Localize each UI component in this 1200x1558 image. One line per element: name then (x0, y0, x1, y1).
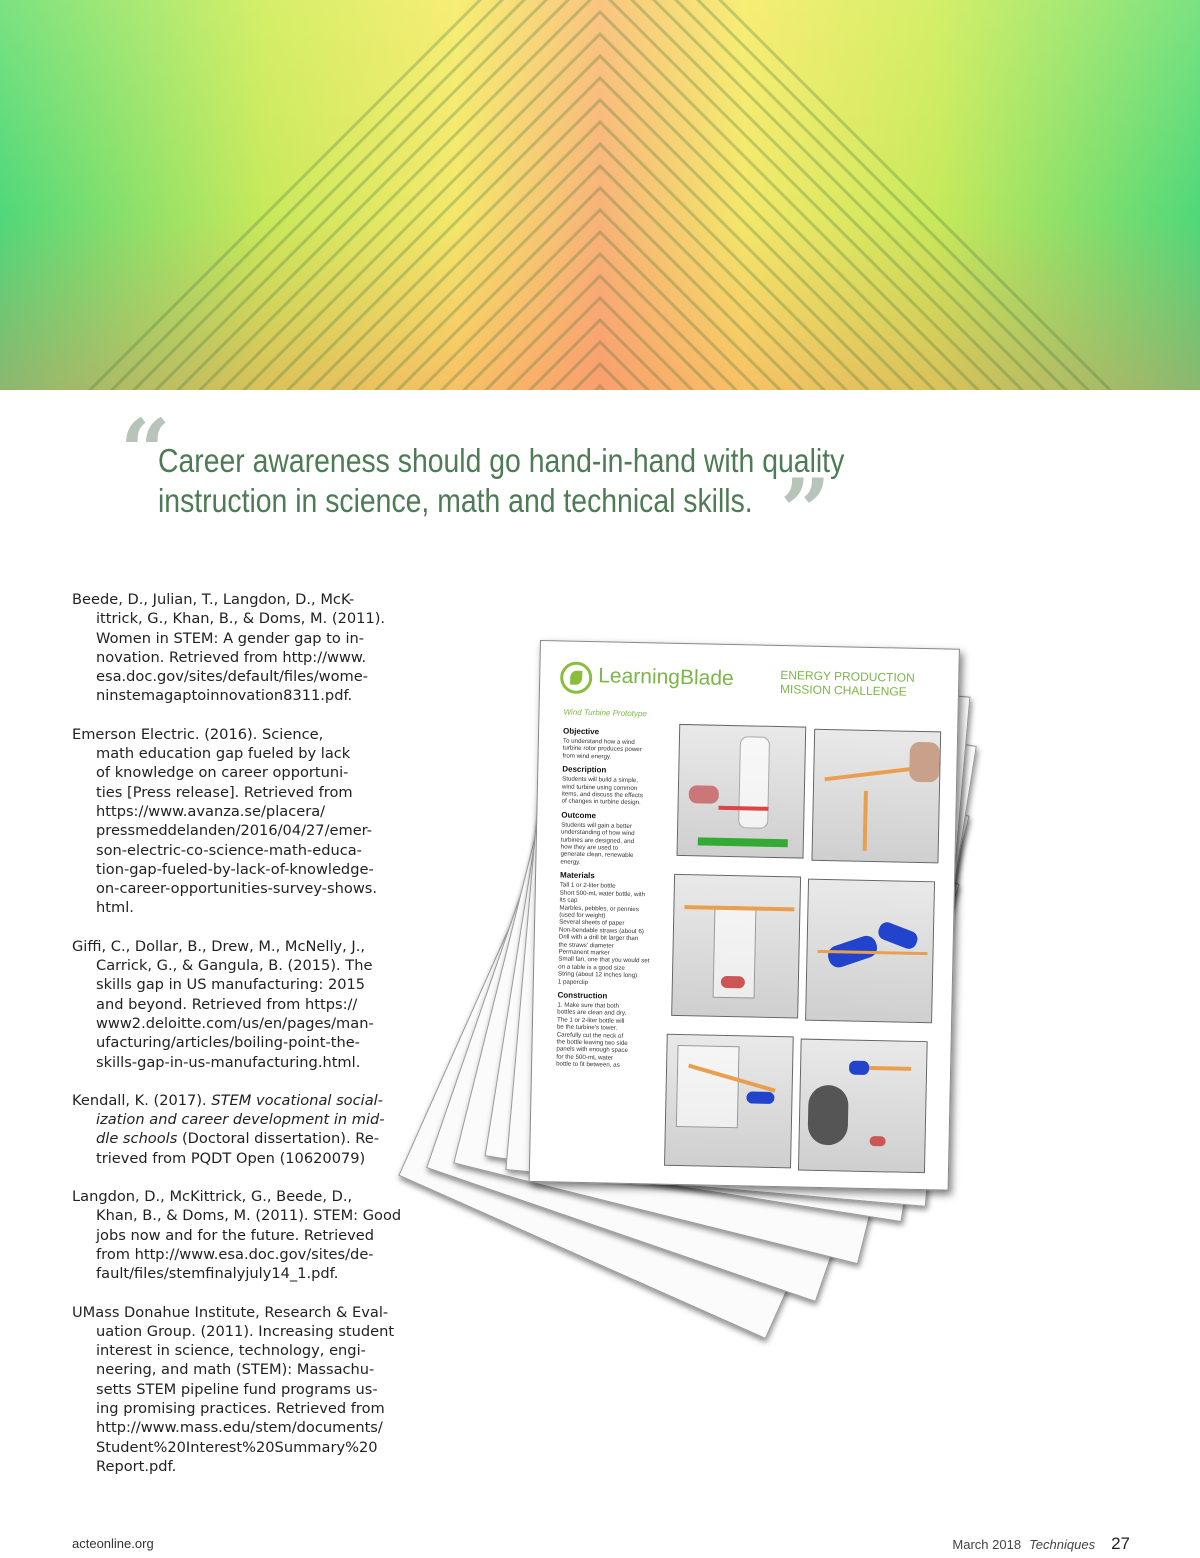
worksheet-front-page (529, 640, 960, 1191)
outcome-heading: Outcome (561, 810, 597, 821)
objective-heading: Objective (563, 726, 600, 737)
photo-bottle-tower (671, 874, 801, 1019)
materials-text: Tall 1 or 2-liter bottle Short 500-mL water bottle, with its cap Marbles, pebbles, or pennies (used for weight) Several sheets of paper Non-bendable straws (about 6) Drill with a drill bit larger than the straws' diameter Permanent marker Small fan, one that you would set on a table is a good size String (about 12 inches long) 1 paperclip (557, 881, 650, 986)
materials-heading: Materials (559, 870, 595, 881)
reference-text: UMass Donahue Institute, Research & Eval- uation Group. (2011). Increasing student interest in science, technology, engi- neering, and math (STEM): Massachu- setts STEM pipeline fund programs us- ing promising practices. Retrieved from http://www.mass.edu/stem/documents/ Student%20Interest%20Summary%20 Report.pdf. (72, 1303, 395, 1475)
reference-text: Langdon, D., McKittrick, G., Beede, D., Khan, B., & Doms, M. (2011). STEM: Good jobs now and for the future. Retrieved from http://www.esa.doc.gov/sites/de- fault/files/stemfinalyjuly14_1.pdf. (72, 1188, 402, 1283)
pull-quote (120, 399, 980, 563)
reference-item (72, 1187, 417, 1283)
banner-stripe (0, 0, 1200, 390)
banner-stripe (0, 0, 1200, 390)
objective-text: To understand how a wind turbine rotor produces power from wind energy. (562, 737, 642, 761)
photo-turbine-assembly (664, 1034, 794, 1169)
reference-title-italic: STEM vocational social- ization and career development in mid- dle schools (96, 1091, 385, 1148)
construction-text: 1. Make sure that both bottles are clean and dry. The 1 or 2-liter bottle will be the turbine's tower. Carefully cut the neck of the bottle leaving two side panels with enough space for the 500-mL water bottle to fit between, as (556, 1001, 629, 1069)
banner-stripe (0, 188, 1200, 390)
reference-item (72, 1091, 417, 1168)
leaf-icon (560, 661, 593, 694)
pull-quote-line-2: instruction in science, math and technical skills. (158, 482, 753, 519)
description-text: Students will build a simple, wind turbine using common items, and discuss the effects of changes in turbine design. (561, 775, 643, 807)
footer-issue-info (952, 1534, 1130, 1554)
worksheet-text-column (556, 722, 675, 1071)
worksheet-subtitle: Wind Turbine Prototype (563, 707, 647, 719)
worksheet-fan-image (500, 620, 1200, 1320)
banner-stripe (0, 12, 1200, 390)
banner-stripe (0, 144, 1200, 390)
photo-straw-assembly (811, 729, 941, 864)
learningblade-logo (560, 659, 751, 703)
pull-quote-text (158, 441, 846, 521)
logo-text: LearningBlade (598, 664, 734, 691)
header-banner-image (0, 0, 1200, 390)
close-quote-mark: ” (780, 459, 831, 563)
open-quote-mark: “ (120, 399, 171, 503)
footer-magazine-name: Techniques (1029, 1537, 1096, 1552)
mission-line-2: MISSION CHALLENGE (779, 682, 907, 699)
pull-quote-line-1: Career awareness should go hand-in-hand with quality (158, 442, 845, 479)
construction-heading: Construction (557, 990, 608, 1001)
chevron-stripes (0, 0, 1200, 390)
page-number: 27 (1111, 1534, 1130, 1553)
reference-text: (Doctoral dissertation). Re- trieved from PQDT Open (10620079) (96, 1130, 379, 1167)
photo-fan-test (798, 1039, 928, 1174)
banner-stripe (0, 0, 1200, 390)
description-heading: Description (562, 764, 607, 775)
reference-text: Emerson Electric. (2016). Science, math education gap fueled by lack of knowledge on career opportuni- ties [Press release]. Retrieved from https://www.avanza.se/placera/ pressmeddelanden/2016/04/27/emer- son-electric-co-science-math-educa- tion-gap-fueled-by-lack-of-knowledge- on-career-opportunities-survey-shows. html. (72, 725, 378, 917)
reference-item (72, 590, 417, 706)
mission-title (780, 668, 915, 699)
banner-stripe (0, 0, 1200, 390)
banner-stripe (0, 0, 1200, 390)
reference-text: Beede, D., Julian, T., Langdon, D., McK- ittrick, G., Khan, B., & Doms, M. (2011). Women in STEM: A gender gap to in- novation. Retrieved from http://www. esa.doc.gov/sites/default/files/wome- ninstemagaptoinnovation8311.pdf. (72, 591, 386, 705)
reference-text: Giffi, C., Dollar, B., Drew, M., McNelly, J., Carrick, G., & Gangula, B. (2015). The skills gap in US manufacturing: 2015 and beyond. Retrieved from https:// www2.deloitte.com/us/en/pages/man- ufacturing/articles/boiling-point-the- skills-gap-in-us-manufacturing.html. (72, 937, 374, 1071)
reference-item (72, 1303, 417, 1477)
footer-website: acteonline.org (72, 1536, 154, 1551)
reference-item (72, 937, 417, 1072)
references-list (72, 590, 417, 1495)
footer-date: March 2018 (952, 1537, 1022, 1552)
banner-stripe (0, 320, 1200, 390)
banner-stripe (0, 276, 1200, 390)
banner-stripe (0, 0, 1200, 390)
photo-rotor-hub (805, 879, 935, 1024)
reference-item (72, 725, 417, 918)
outcome-text: Students will gain a better understanding of how wind turbines are designed, and how they are used to generate clean, renewable energy. (560, 821, 635, 866)
photo-materials (677, 724, 807, 859)
mission-line-1: ENERGY PRODUCTION (780, 668, 915, 685)
reference-text: Kendall, K. (2017). (72, 1091, 212, 1109)
